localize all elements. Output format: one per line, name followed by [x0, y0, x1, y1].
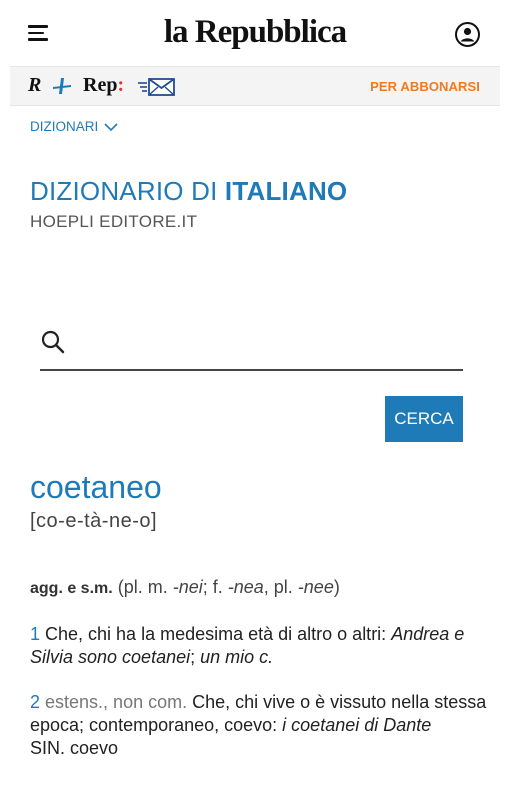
- sub-bar: [10, 66, 500, 106]
- entry-syllabification: [co-e-tà-ne-o]: [30, 510, 158, 532]
- grammar-suffix: -nea: [227, 577, 264, 597]
- rep-label: Rep: [83, 74, 118, 96]
- grammar-category: agg. e s.m.: [30, 580, 113, 597]
- search-button[interactable]: CERCA: [385, 396, 463, 442]
- title-light: DIZIONARIO DI: [30, 176, 225, 206]
- page-title: [30, 176, 347, 207]
- sense-number: 1: [30, 624, 41, 644]
- sense-register: estens., non com.: [40, 692, 188, 712]
- sense-definition: Che, chi ha la medesima età di altro o altri:: [40, 624, 392, 644]
- entry-sense: [30, 623, 490, 669]
- grammar-text: (pl. m.: [112, 577, 173, 597]
- sense-synonym: SIN. coevo: [30, 738, 119, 758]
- sense-example: i coetanei di Dante: [282, 715, 432, 735]
- entry-sense: [30, 691, 490, 760]
- grammar-text: ; f.: [202, 577, 228, 597]
- sense-example: Andrea e Silvia sono coetanei: [30, 624, 465, 667]
- entry-headword: coetaneo: [30, 469, 162, 505]
- title-bold: ITALIANO: [224, 176, 348, 206]
- site-logo[interactable]: la Repubblica: [163, 14, 347, 50]
- sense-number: 2: [30, 692, 41, 712]
- grammar-suffix: -nee: [297, 577, 334, 597]
- entry-grammar: [30, 577, 490, 598]
- grammar-text: ): [333, 577, 340, 597]
- rplus-link[interactable]: R: [28, 74, 42, 96]
- publisher-subtitle: HOEPLI EDITORE.IT: [30, 212, 198, 231]
- grammar-text: , pl.: [263, 577, 298, 597]
- sense-example: un mio c.: [200, 647, 274, 667]
- search-icon: [40, 329, 66, 355]
- newsletter-envelope-icon[interactable]: [138, 77, 176, 97]
- sense-definition: Che, chi vive o è vissuto nella stessa epoca; contemporaneo, coevo:: [30, 692, 487, 735]
- top-bar: [0, 0, 510, 66]
- sense-separator: ;: [190, 647, 201, 667]
- rplus-plane-icon[interactable]: [51, 76, 73, 96]
- rep-colon: :: [117, 74, 125, 96]
- rep-link[interactable]: [83, 74, 124, 97]
- search-field: [40, 319, 463, 371]
- search-input[interactable]: [78, 325, 458, 361]
- subscribe-link[interactable]: PER ABBONARSI: [370, 79, 480, 94]
- dizionari-label: DIZIONARI: [30, 119, 99, 134]
- dizionari-dropdown[interactable]: [30, 119, 118, 134]
- user-account-icon[interactable]: [454, 21, 481, 48]
- grammar-suffix: -nei: [172, 577, 203, 597]
- chevron-down-icon: [104, 122, 118, 132]
